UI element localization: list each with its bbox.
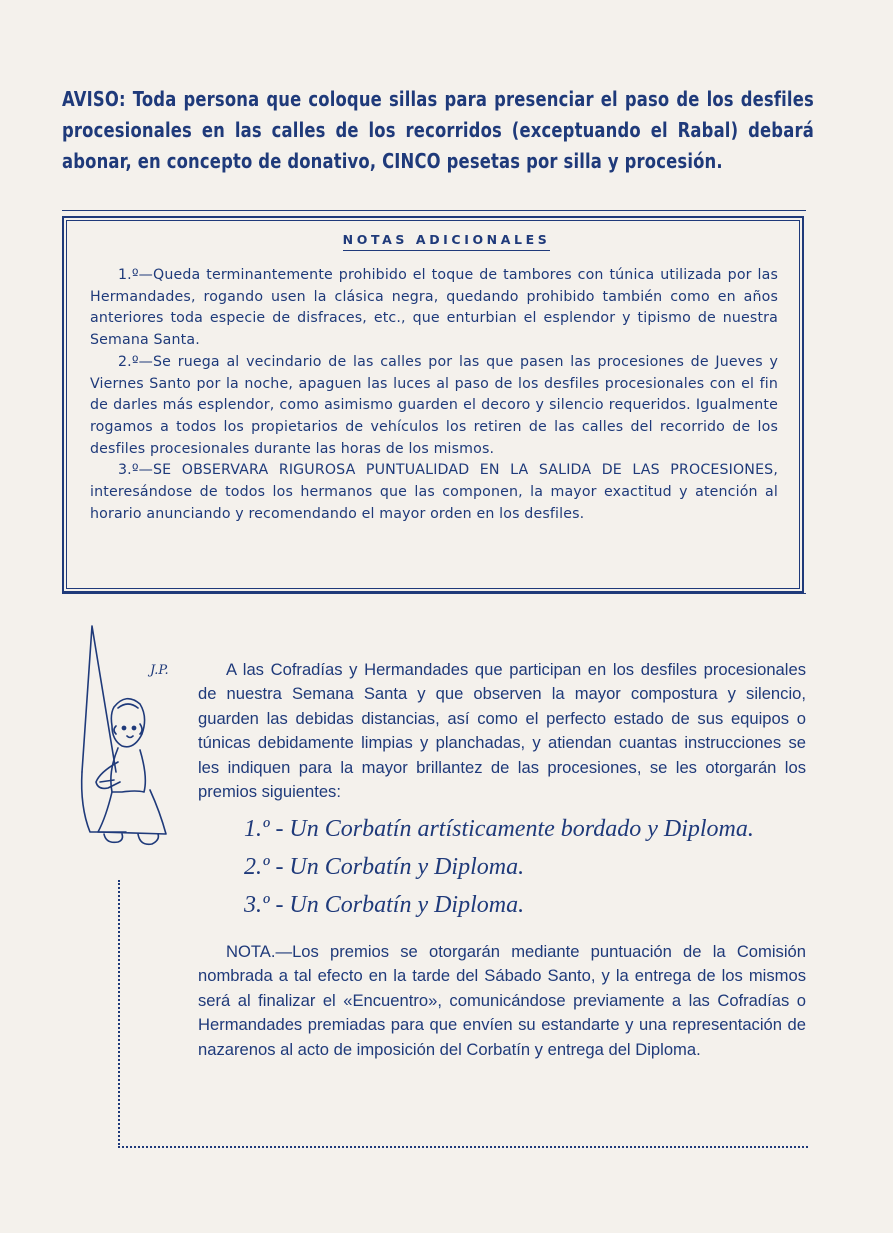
nota-item-1: 1.º—Queda terminantemente prohibido el toque de tambores con túnica utilizada por las Hermandades, rogando usen la clásica negra, quedando prohibido también como en años anteriores toda especie de disfraces, etc., que enturbian el esplendor y tipismo de nuestra Semana Santa. [90,267,778,349]
top-rule [62,210,806,211]
dotted-border-vertical [118,880,120,1148]
dotted-border-horizontal [118,1146,808,1148]
nota-item-3: 3.º—SE OBSERVARA RIGUROSA PUNTUALIDAD EN LA SALIDA DE LAS PROCESIONES, interesándose de todos los hermanos que las componen, la mayor exactitud y atención al horario anunciando y recomendando el mayor orden en los desfiles. [90,462,778,522]
nota-item-2: 2.º—Se ruega al vecindario de las calles por las que pasen las procesiones de Jueves y Viernes Santo por la noche, apaguen las luces al paso de los desfiles procesionales con el fin de darles más esplendor, como asimismo guarden el decoro y silencio requeridos. Igualmente rogamos a todos los propietarios de vehículos los retiren de las calles del recorrido de los desfiles procesionales durante las horas de los mismos. [90,353,778,457]
premio-1: 1.º - Un Corbatín artísticamente bordado y Diploma. [244,816,754,842]
illustration-signature: J.P. [150,663,169,678]
premios-nota: NOTA.—Los premios se otorgarán mediante puntuación de la Comisión nombrada a tal efecto en la tarde del Sábado Santo, y la entrega de los mismos será al finalizar el «Encuentro», comunicándose previamente a las Cofradías o Hermandades premiadas para que envíen su estandarte y una representación de nazarenos al acto de imposición del Corbatín y entrega del Diploma. [198,942,806,1059]
nazareno-child-icon [78,622,188,872]
notas-title: NOTAS ADICIONALES [0,232,893,247]
aviso-paragraph: AVISO: Toda persona que coloque sillas para presenciar el paso de los desfiles procesionales en las calles de los recorridos (exceptuando el Rabal) debará abonar, en concepto de donativo, CINCO pesetas por silla y procesión. [62,87,814,173]
premio-2: 2.º - Un Corbatín y Diploma. [244,854,525,880]
premios-intro: A las Cofradías y Hermandades que participan en los desfiles procesionales de nuestra Semana Santa y que observen la mayor compostura y silencio, guarden las debidas distancias, así como el perfecto estado de sus equipos o túnicas debidamente limpias y planchadas, y atiendan cuantas instrucciones se les indiquen para la mayor brillantez de las procesiones, se les otorgarán los premios siguientes: [198,660,806,802]
premio-3: 3.º - Un Corbatín y Diploma. [244,892,525,918]
notas-list [90,265,778,525]
bottom-rule [62,593,806,594]
